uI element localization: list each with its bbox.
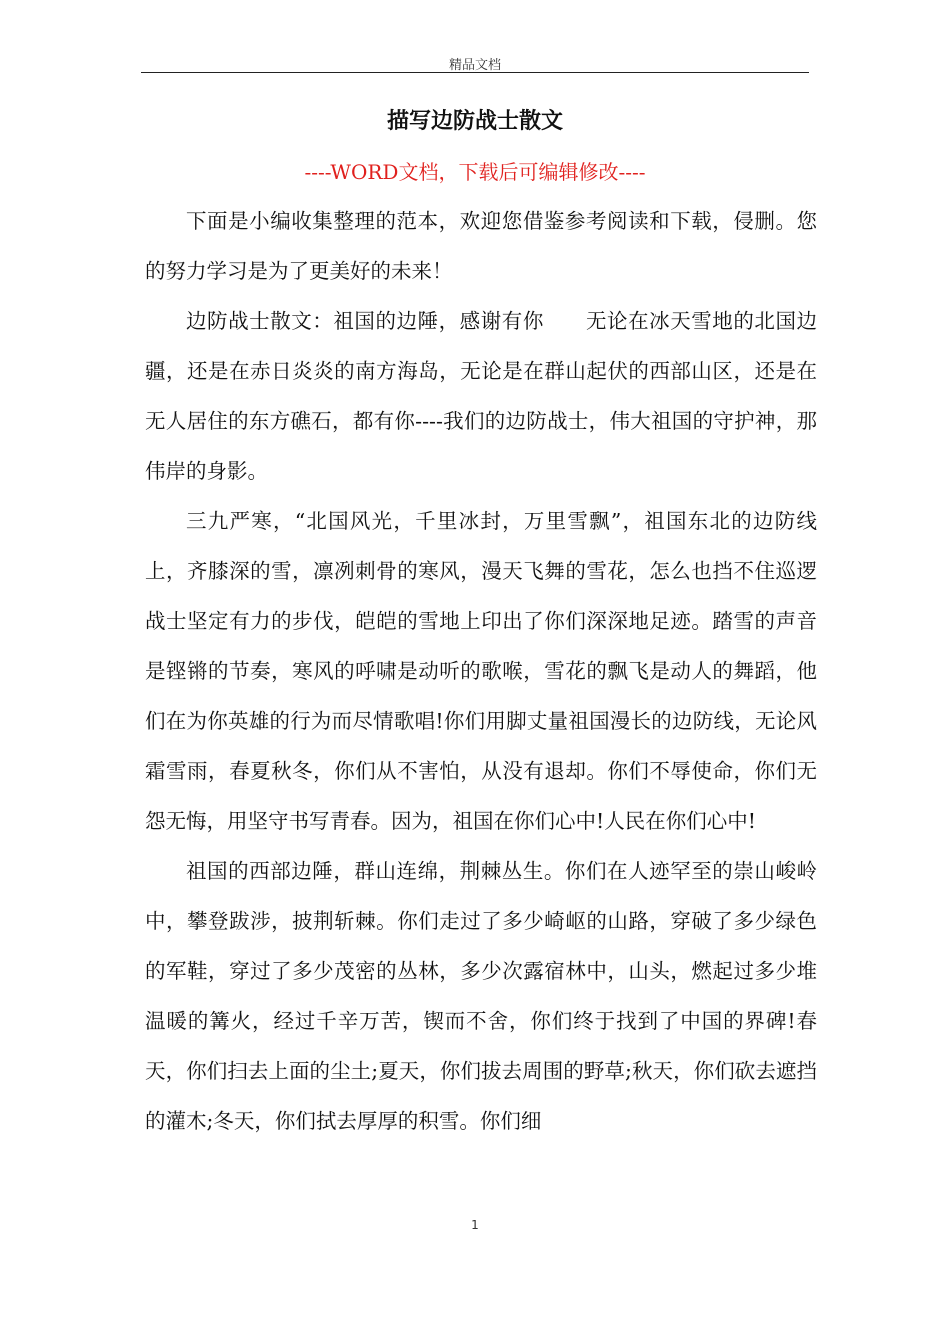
paragraph: 下面是小编收集整理的范本，欢迎您借鉴参考阅读和下载，侵删。您的努力学习是为了更美好的未来！	[145, 209, 817, 283]
document-subtitle: ----WORD文档，下载后可编辑修改----	[304, 160, 646, 184]
paragraph: 祖国的西部边陲，群山连绵，荆棘丛生。你们在人迹罕至的崇山峻岭中，攀登跋涉，披荆斩棘。你们走过了多少崎岖的山路，穿破了多少绿色的军鞋，穿过了多少茂密的丛林，多少次露宿林中，山头，燃起过多少堆温暖的篝火，经过千辛万苦，锲而不舍，你们终于找到了中国的界碑!春天，你们扫去上面的尘土;夏天，你们拔去周围的野草;秋天，你们砍去遮挡的灌木;冬天，你们拭去厚厚的积雪。你们细	[145, 859, 817, 1133]
document-body	[145, 196, 817, 1146]
page-header: 精品文档	[448, 58, 501, 73]
paragraph: 三九严寒，“北国风光，千里冰封，万里雪飘”，祖国东北的边防线上，齐膝深的雪，凛冽刺骨的寒风，漫天飞舞的雪花，怎么也挡不住巡逻战士坚定有力的步伐，皑皑的雪地上印出了你们深深地足迹。踏雪的声音是铿锵的节奏，寒风的呼啸是动听的歌喉，雪花的飘飞是动人的舞蹈，他们在为你英雄的行为而尽情歌唱!你们用脚丈量祖国漫长的边防线，无论风霜雪雨，春夏秋冬，你们从不害怕，从没有退却。你们不辱使命，你们无怨无悔，用坚守书写青春。因为，祖国在你们心中!人民在你们心中!	[145, 509, 817, 833]
page-number: 1	[471, 1218, 479, 1232]
document-title: 描写边防战士散文	[386, 108, 563, 134]
paragraph: 边防战士散文：祖国的边陲，感谢有你 无论在冰天雪地的北国边疆，还是在赤日炎炎的南方海岛，无论是在群山起伏的西部山区，还是在无人居住的东方礁石，都有你----我们的边防战士，伟大祖国的守护神，那伟岸的身影。	[145, 309, 817, 483]
header-divider	[141, 72, 809, 73]
